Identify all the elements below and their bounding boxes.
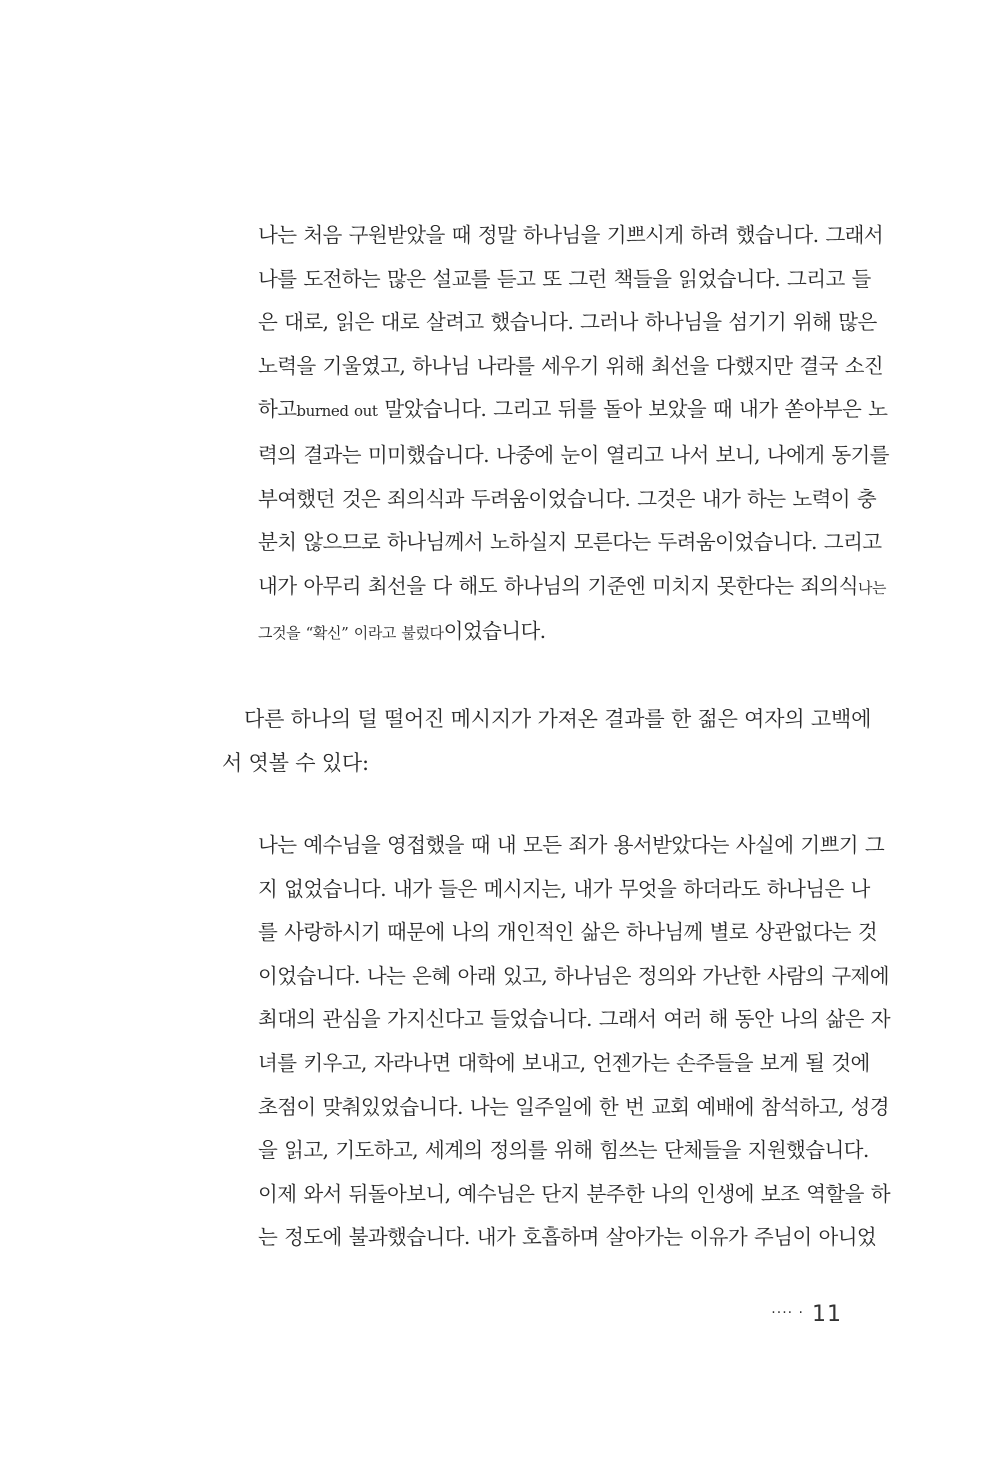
quote-line [258,610,820,656]
quote-line: 이었습니다. 나는 은혜 아래 있고, 하나님은 정의와 가난한 사람의 구제에 [258,963,889,988]
page-number-dots: ···· · [771,1305,804,1321]
quote-line: 부여했던 것은 죄의식과 두려움이었습니다. 그것은 내가 하는 노력이 충 [258,486,877,511]
quote-line: 나는 예수님을 영접했을 때 내 모든 죄가 용서받았다는 사실에 기쁘기 그 [258,833,885,857]
quote-line-rest: 말았습니다. 그리고 뒤를 돌아 보았을 때 내가 쏟아부은 노 [384,397,888,422]
quote-line: 녀를 키우고, 자라나면 대학에 보내고, 언젠가는 손주들을 보게 될 것에 [258,1050,870,1075]
quote-line-prefix: 하고 [258,397,297,422]
page-number [771,1302,842,1327]
quote-line: 를 사랑하시기 때문에 나의 개인적인 삶은 하나님께 별로 상관없다는 것 [258,920,878,945]
quote-line-text: 내가 아무리 최선을 다 해도 하나님의 기준엔 미치지 못한다는 죄의식 [258,573,858,598]
page-number-value: 11 [812,1302,842,1327]
quote-line [258,565,887,611]
quote-line: 을 읽고, 기도하고, 세계의 정의를 위해 힘쓰는 단체들을 지원했습니다. [258,1138,869,1163]
english-gloss: burned out [296,402,378,421]
quote-line: 나를 도전하는 많은 설교를 듣고 또 그런 책들을 읽었습니다. 그리고 들 [258,266,871,291]
block-quote-1 [258,214,889,656]
quote-line: 최대의 관심을 가지신다고 들었습니다. 그래서 여러 해 동안 나의 삶은 자 [258,1007,890,1032]
inline-note: 그것을 “확신” 이라고 불렀다 [258,624,444,643]
body-line: 다른 하나의 덜 떨어진 메시지가 가져온 결과를 한 젊은 여자의 고백에 [244,707,872,731]
quote-line: 력의 결과는 미미했습니다. 나중에 눈이 열리고 나서 보니, 나에게 동기를 [258,442,889,467]
quote-line: 노력을 기울였고, 하나님 나라를 세우기 위해 최선을 다했지만 결국 소진 [258,353,884,378]
body-paragraph [222,697,872,785]
quote-line: 지 없었습니다. 내가 들은 메시지는, 내가 무엇을 하더라도 하나님은 나 [258,876,870,901]
quote-line-text: 이었습니다. [443,619,546,644]
block-quote-2 [258,824,890,1260]
inline-note: 나는 [857,578,887,597]
quote-line [258,388,888,434]
body-line: 서 엿볼 수 있다: [222,751,369,775]
quote-line: 초점이 맞춰있었습니다. 나는 일주일에 한 번 교회 예배에 참석하고, 성경 [258,1094,889,1119]
quote-line: 나는 처음 구원받았을 때 정말 하나님을 기쁘시게 하려 했습니다. 그래서 [258,223,884,247]
quote-line: 분치 않으므로 하나님께서 노하실지 모른다는 두려움이었습니다. 그리고 [258,530,882,555]
quote-line: 는 정도에 불과했습니다. 내가 호흡하며 살아가는 이유가 주님이 아니었 [258,1225,877,1250]
quote-line: 이제 와서 뒤돌아보니, 예수님은 단지 분주한 나의 인생에 보조 역할을 하 [258,1181,890,1206]
quote-line: 은 대로, 읽은 대로 살려고 했습니다. 그러나 하나님을 섬기기 위해 많은 [258,310,877,335]
